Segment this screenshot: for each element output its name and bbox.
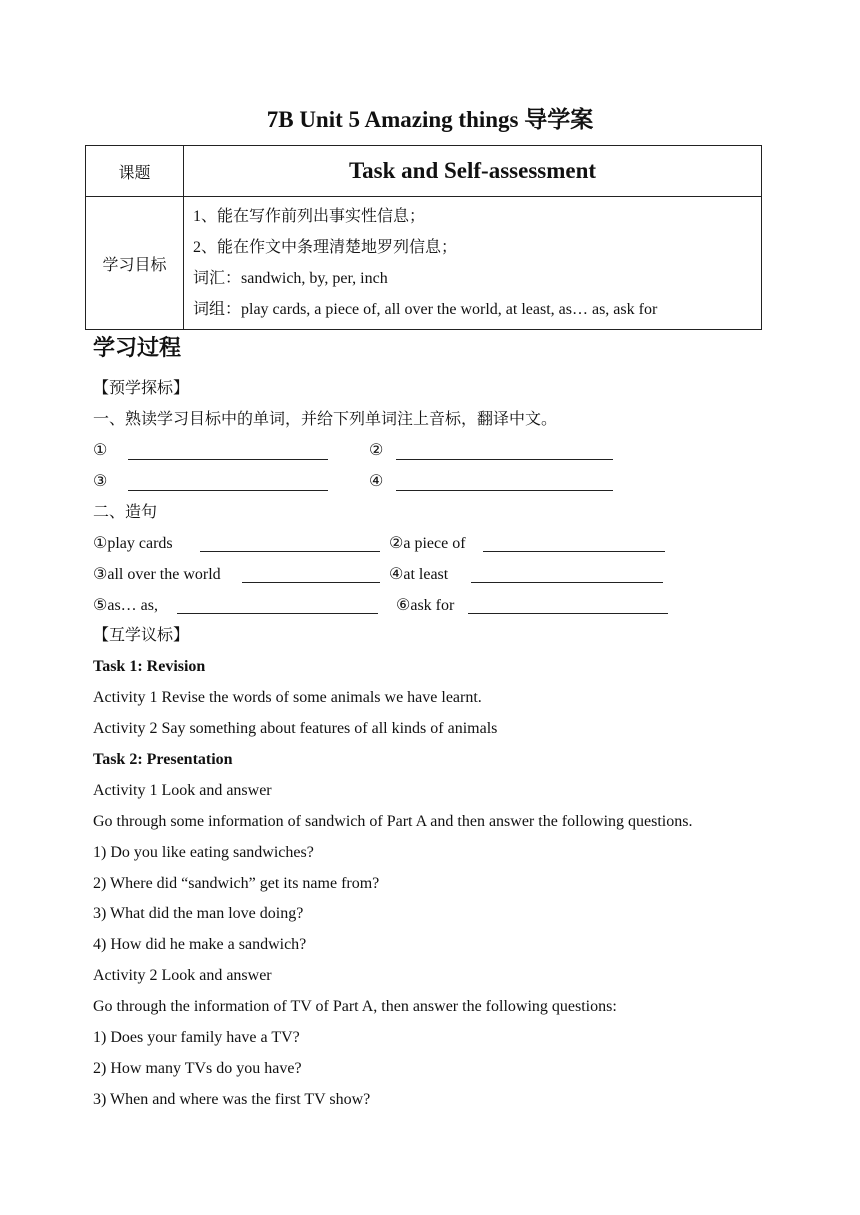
document-title: 7B Unit 5 Amazing things 导学案 <box>266 107 594 132</box>
answer-blank[interactable] <box>483 551 665 552</box>
task2-heading: Task 2: Presentation <box>93 751 233 768</box>
question: 2) Where did “sandwich” get its name from? <box>93 875 380 892</box>
blank-marker-4: ④ <box>369 473 384 490</box>
activity1-title: Activity 1 Look and answer <box>93 782 272 799</box>
topic-label: 课题 <box>86 146 184 197</box>
phrase-ask-for: ⑥ask for <box>396 597 455 614</box>
activity2-title: Activity 2 Look and answer <box>93 967 272 984</box>
activity1-intro: Go through some information of sandwich of Part A and then answer the following questions. <box>93 813 693 830</box>
question: 4) How did he make a sandwich? <box>93 936 307 953</box>
goals-cell <box>184 197 762 330</box>
phrase-as-as: ⑤as… as, <box>93 597 158 614</box>
task1-activity1: Activity 1 Revise the words of some animals we have learnt. <box>93 689 482 706</box>
phrase-all-over-the-world: ③all over the world <box>93 566 221 583</box>
mutual-heading: 【互学议标】 <box>93 627 190 644</box>
blank-marker-2: ② <box>369 442 384 459</box>
answer-blank[interactable] <box>468 613 668 614</box>
phrase-a-piece-of: ②a piece of <box>389 535 466 552</box>
phrase-at-least: ④at least <box>389 566 449 583</box>
answer-blank[interactable] <box>177 613 378 614</box>
part1-instruction: 一、熟读学习目标中的单词，并给下列单词注上音标，翻译中文。 <box>93 411 558 428</box>
answer-blank[interactable] <box>396 459 613 460</box>
question: 1) Do you like eating sandwiches? <box>93 844 314 861</box>
lesson-topic: Task and Self-assessment <box>184 146 762 197</box>
preview-heading: 【预学探标】 <box>93 380 190 397</box>
question: 1) Does your family have a TV? <box>93 1029 300 1046</box>
lesson-info-table <box>85 145 762 330</box>
task1-heading: Task 1: Revision <box>93 658 206 675</box>
answer-blank[interactable] <box>128 490 328 491</box>
answer-blank[interactable] <box>471 582 663 583</box>
answer-blank[interactable] <box>242 582 380 583</box>
question: 2) How many TVs do you have? <box>93 1060 302 1077</box>
task1-activity2: Activity 2 Say something about features of all kinds of animals <box>93 720 498 737</box>
goals-label: 学习目标 <box>86 197 184 330</box>
vocabulary-line: 词汇：sandwich, by, per, inch <box>193 270 388 287</box>
phrases-line: 词组：play cards, a piece of, all over the world, at least, as… as, ask for <box>193 301 658 318</box>
goal-line: 1、能在写作前列出事实性信息； <box>193 208 426 225</box>
blank-marker-1: ① <box>93 442 108 459</box>
question: 3) What did the man love doing? <box>93 905 304 922</box>
answer-blank[interactable] <box>396 490 613 491</box>
process-heading: 学习过程 <box>93 336 182 361</box>
goal-line: 2、能在作文中条理清楚地罗列信息； <box>193 239 458 256</box>
blank-marker-3: ③ <box>93 473 108 490</box>
phrase-play-cards: ①play cards <box>93 535 173 552</box>
activity2-intro: Go through the information of TV of Part A, then answer the following questions: <box>93 998 617 1015</box>
answer-blank[interactable] <box>128 459 328 460</box>
answer-blank[interactable] <box>200 551 380 552</box>
part2-instruction: 二、造句 <box>93 504 158 521</box>
question: 3) When and where was the first TV show? <box>93 1091 371 1108</box>
